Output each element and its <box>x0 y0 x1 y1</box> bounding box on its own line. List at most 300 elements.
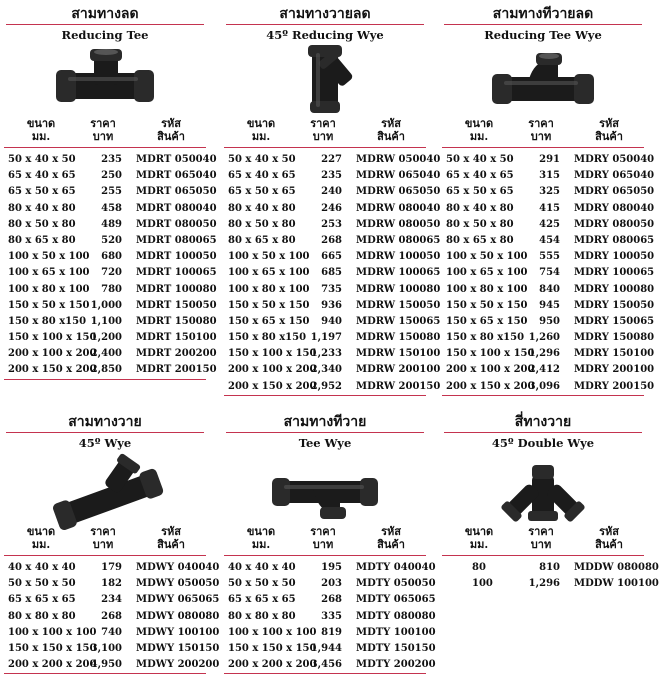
section-reducing-tee <box>2 2 217 380</box>
column-header-code: รหัส สินค้า <box>377 117 405 143</box>
price-cell: 454 <box>539 234 560 246</box>
table-row <box>224 609 436 625</box>
section-double-wye <box>440 410 659 592</box>
title-divider <box>6 24 204 25</box>
size-cell: 50 x 40 x 50 <box>228 154 296 165</box>
price-cell: 3,096 <box>528 380 560 392</box>
column-header-price: ราคา บาท <box>310 525 336 551</box>
table-row <box>4 560 220 576</box>
price-cell: 735 <box>321 283 342 295</box>
code-cell: MDTY 065065 <box>356 594 436 606</box>
title-divider <box>226 24 424 25</box>
size-cell: 100 x 65 x 100 <box>446 267 528 279</box>
code-cell: MDRY 150050 <box>574 299 655 311</box>
reducing-tee-wye-icon <box>440 43 646 115</box>
size-cell: 150 x 80 x150 <box>446 332 525 344</box>
price-cell: 685 <box>321 267 342 279</box>
table-row <box>442 362 655 378</box>
table-row <box>224 184 441 200</box>
size-cell: 100 x 100 x 100 <box>8 626 97 638</box>
size-cell: 150 x 65 x 150 <box>228 315 310 327</box>
size-cell: 65 x 40 x 65 <box>228 170 296 182</box>
price-cell: 1,100 <box>90 315 122 327</box>
title-divider <box>6 432 204 433</box>
size-cell: 100 x 50 x 100 <box>228 251 310 263</box>
size-cell: 150 x 80 x150 <box>228 332 307 344</box>
code-cell: MDRW 080040 <box>356 202 441 214</box>
price-cell: 940 <box>321 315 342 327</box>
table-row <box>442 152 655 168</box>
size-cell: 100 x 100 x 100 <box>228 626 317 638</box>
size-cell: 200 x 100 x 200 <box>8 348 97 360</box>
size-cell: 150 x 50 x 150 <box>8 299 90 311</box>
price-cell: 1,197 <box>310 332 342 344</box>
size-cell: 100 x 50 x 100 <box>8 251 90 263</box>
column-header-size: ขนาด มม. <box>464 525 494 551</box>
table-row <box>224 298 441 314</box>
section-reducing-tee-wye <box>440 2 655 396</box>
double-wye-icon <box>440 451 646 523</box>
code-cell: MDRT 100050 <box>136 251 217 263</box>
code-cell: MDRW 065050 <box>356 186 441 198</box>
price-cell: 4,950 <box>90 659 122 671</box>
table-row <box>4 362 217 378</box>
size-cell: 65 x 50 x 65 <box>228 186 296 198</box>
size-cell: 200 x 200 x 200 <box>228 659 317 671</box>
price-cell: 268 <box>101 610 122 622</box>
price-cell: 520 <box>101 234 122 246</box>
code-cell: MDRT 150100 <box>136 332 217 344</box>
table-row <box>442 560 659 576</box>
column-header-code: รหัส สินค้า <box>595 117 623 143</box>
table-row <box>4 217 217 233</box>
table-row <box>224 314 441 330</box>
size-cell: 150 x 150 x 150 <box>228 642 317 654</box>
section-title-thai: สามทางทีวายลด <box>492 6 594 22</box>
code-cell: MDWY 100100 <box>136 626 220 638</box>
code-cell: MDRW 150065 <box>356 315 441 327</box>
price-cell: 458 <box>101 202 122 214</box>
column-header-price: ราคา บาท <box>528 525 554 551</box>
code-cell: MDRT 200150 <box>136 364 217 376</box>
table-header <box>440 117 646 147</box>
size-cell: 40 x 40 x 40 <box>8 562 76 573</box>
price-cell: 1,260 <box>528 332 560 344</box>
size-cell: 150 x 150 x 150 <box>8 642 97 654</box>
size-cell: 80 x 40 x 80 <box>228 202 296 214</box>
price-cell: 268 <box>321 234 342 246</box>
price-cell: 234 <box>101 594 122 606</box>
section-title-english: Tee Wye <box>298 436 352 450</box>
column-header-code: รหัส สินค้า <box>377 525 405 551</box>
code-cell: MDWY 065065 <box>136 594 220 606</box>
table-header <box>440 525 646 555</box>
table-row <box>442 201 655 217</box>
table-row <box>224 249 441 265</box>
code-cell: MDRW 150050 <box>356 299 441 311</box>
reducing-tee-icon <box>2 43 208 115</box>
size-cell: 200 x 150 x 200 <box>8 364 97 376</box>
size-cell: 65 x 65 x 65 <box>228 594 296 606</box>
table-row <box>4 576 220 592</box>
size-cell: 80 x 65 x 80 <box>8 234 76 246</box>
section-title-english: Reducing Tee <box>61 28 149 42</box>
code-cell: MDRY 150100 <box>574 348 655 360</box>
table-row <box>224 217 441 233</box>
code-cell: MDRY 050040 <box>574 154 655 165</box>
price-cell: 195 <box>321 562 342 573</box>
code-cell: MDRT 150080 <box>136 315 217 327</box>
code-cell: MDTY 100100 <box>356 626 436 638</box>
table-row <box>442 282 655 298</box>
size-cell: 80 <box>472 562 486 573</box>
section-wye <box>2 410 220 674</box>
size-cell: 200 x 150 x 200 <box>228 380 317 392</box>
section-title-thai: สามทางวายลด <box>279 6 371 22</box>
table-row <box>442 249 655 265</box>
size-cell: 80 x 40 x 80 <box>446 202 514 214</box>
table-row <box>224 201 441 217</box>
table-row <box>224 592 436 608</box>
code-cell: MDRT 065040 <box>136 170 217 182</box>
section-title-english: 45º Wye <box>78 436 132 450</box>
table-row <box>442 576 659 592</box>
size-cell: 100 x 80 x 100 <box>446 283 528 295</box>
table-row <box>224 560 436 576</box>
code-cell: MDRY 080040 <box>574 202 655 214</box>
size-cell: 50 x 50 x 50 <box>8 578 76 590</box>
column-header-code: รหัส สินค้า <box>595 525 623 551</box>
table-row <box>224 362 441 378</box>
price-cell: 2,400 <box>90 348 122 360</box>
size-cell: 80 x 80 x 80 <box>8 610 76 622</box>
title-divider <box>444 432 642 433</box>
price-cell: 1,296 <box>528 578 560 590</box>
table-row <box>4 657 220 673</box>
code-cell: MDRW 150100 <box>356 348 441 360</box>
price-table-body <box>442 555 659 592</box>
price-table-body <box>224 555 436 674</box>
code-cell: MDRT 080065 <box>136 234 217 246</box>
code-cell: MDWY 040040 <box>136 562 220 573</box>
size-cell: 100 x 80 x 100 <box>8 283 90 295</box>
price-cell: 720 <box>101 267 122 279</box>
price-cell: 754 <box>539 267 560 279</box>
column-header-price: ราคา บาท <box>90 117 116 143</box>
price-cell: 2,340 <box>310 364 342 376</box>
table-row <box>224 330 441 346</box>
code-cell: MDRY 100080 <box>574 283 655 295</box>
table-row <box>442 298 655 314</box>
table-row <box>442 379 655 395</box>
size-cell: 65 x 40 x 65 <box>8 170 76 182</box>
price-cell: 235 <box>321 170 342 182</box>
price-cell: 1,296 <box>528 348 560 360</box>
price-cell: 555 <box>539 251 560 263</box>
size-cell: 150 x 80 x150 <box>8 315 87 327</box>
title-divider <box>226 432 424 433</box>
price-cell: 740 <box>101 626 122 638</box>
code-cell: MDRW 050040 <box>356 154 441 165</box>
price-cell: 240 <box>321 186 342 198</box>
column-header-size: ขนาด มม. <box>26 117 56 143</box>
code-cell: MDWY 200200 <box>136 659 220 671</box>
code-cell: MDTY 200200 <box>356 659 436 671</box>
code-cell: MDRY 100065 <box>574 267 655 279</box>
code-cell: MDRY 100050 <box>574 251 655 263</box>
code-cell: MDRY 065040 <box>574 170 655 182</box>
section-title-english: 45º Reducing Wye <box>266 28 384 42</box>
table-row <box>4 609 220 625</box>
code-cell: MDRT 100080 <box>136 283 217 295</box>
size-cell: 80 x 40 x 80 <box>8 202 76 214</box>
table-row <box>4 152 217 168</box>
price-cell: 810 <box>539 562 560 573</box>
section-title-thai: สามทางลด <box>71 6 139 22</box>
code-cell: MDTY 080080 <box>356 610 436 622</box>
section-title-thai: สี่ทางวาย <box>514 414 572 430</box>
size-cell: 80 x 50 x 80 <box>228 218 296 230</box>
table-row <box>224 657 436 673</box>
table-row <box>442 330 655 346</box>
price-cell: 665 <box>321 251 342 263</box>
table-row <box>224 625 436 641</box>
table-row <box>4 592 220 608</box>
price-cell: 2,850 <box>90 364 122 376</box>
table-row <box>442 346 655 362</box>
column-header-code: รหัส สินค้า <box>157 117 185 143</box>
price-cell: 415 <box>539 202 560 214</box>
table-row <box>442 184 655 200</box>
size-cell: 50 x 50 x 50 <box>228 578 296 590</box>
size-cell: 100 x 65 x 100 <box>228 267 310 279</box>
code-cell: MDRY 080050 <box>574 218 655 230</box>
code-cell: MDRY 150065 <box>574 315 655 327</box>
code-cell: MDRW 150080 <box>356 332 441 344</box>
size-cell: 200 x 150 x 200 <box>446 380 535 392</box>
price-cell: 315 <box>539 170 560 182</box>
table-row <box>224 282 441 298</box>
reducing-wye-icon <box>222 43 428 115</box>
size-cell: 80 x 50 x 80 <box>8 218 76 230</box>
price-cell: 179 <box>101 562 122 573</box>
code-cell: MDRW 200100 <box>356 364 441 376</box>
code-cell: MDRT 200200 <box>136 348 217 360</box>
size-cell: 100 x 65 x 100 <box>8 267 90 279</box>
size-cell: 80 x 50 x 80 <box>446 218 514 230</box>
size-cell: 65 x 40 x 65 <box>446 170 514 182</box>
section-title-english: 45º Double Wye <box>491 436 595 450</box>
table-row <box>4 233 217 249</box>
code-cell: MDTY 050050 <box>356 578 436 590</box>
table-row <box>4 168 217 184</box>
code-cell: MDTY 150150 <box>356 642 436 654</box>
price-cell: 291 <box>539 154 560 165</box>
code-cell: MDRW 080065 <box>356 234 441 246</box>
column-header-price: ราคา บาท <box>310 117 336 143</box>
code-cell: MDRT 150050 <box>136 299 217 311</box>
table-header <box>2 525 208 555</box>
price-table-body <box>4 555 220 674</box>
code-cell: MDDW 100100 <box>574 578 659 590</box>
price-cell: 489 <box>101 218 122 230</box>
price-cell: 235 <box>101 154 122 165</box>
code-cell: MDWY 150150 <box>136 642 220 654</box>
table-row <box>4 184 217 200</box>
table-row <box>442 217 655 233</box>
code-cell: MDRT 050040 <box>136 154 217 165</box>
table-row <box>442 233 655 249</box>
price-cell: 936 <box>321 299 342 311</box>
code-cell: MDRY 200100 <box>574 364 655 376</box>
size-cell: 100 x 50 x 100 <box>446 251 528 263</box>
price-cell: 255 <box>101 186 122 198</box>
code-cell: MDDW 080080 <box>574 562 659 573</box>
size-cell: 65 x 50 x 65 <box>8 186 76 198</box>
price-cell: 246 <box>321 202 342 214</box>
table-header <box>222 525 428 555</box>
column-header-price: ราคา บาท <box>90 525 116 551</box>
price-cell: 680 <box>101 251 122 263</box>
table-row <box>4 314 217 330</box>
section-title-thai: สามทางวาย <box>68 414 142 430</box>
code-cell: MDRW 100050 <box>356 251 441 263</box>
price-cell: 268 <box>321 594 342 606</box>
table-row <box>4 330 217 346</box>
code-cell: MDWY 050050 <box>136 578 220 590</box>
code-cell: MDRW 100080 <box>356 283 441 295</box>
table-header <box>222 117 428 147</box>
price-cell: 325 <box>539 186 560 198</box>
code-cell: MDRW 065040 <box>356 170 441 182</box>
table-row <box>224 379 441 395</box>
code-cell: MDRT 080040 <box>136 202 217 214</box>
price-cell: 250 <box>101 170 122 182</box>
price-cell: 1,000 <box>90 299 122 311</box>
table-row <box>4 641 220 657</box>
table-row <box>224 265 441 281</box>
size-cell: 200 x 100 x 200 <box>228 364 317 376</box>
size-cell: 150 x 50 x 150 <box>228 299 310 311</box>
size-cell: 200 x 100 x 200 <box>446 364 535 376</box>
price-table-body <box>4 147 217 380</box>
section-tee-wye <box>222 410 436 674</box>
code-cell: MDRT 100065 <box>136 267 217 279</box>
price-cell: 1,944 <box>310 642 342 654</box>
table-row <box>224 576 436 592</box>
size-cell: 150 x 50 x 150 <box>446 299 528 311</box>
code-cell: MDRT 065050 <box>136 186 217 198</box>
price-cell: 182 <box>101 578 122 590</box>
code-cell: MDRW 080050 <box>356 218 441 230</box>
size-cell: 80 x 80 x 80 <box>228 610 296 622</box>
column-header-size: ขนาด มม. <box>26 525 56 551</box>
price-table-body <box>442 147 655 396</box>
price-cell: 3,456 <box>310 659 342 671</box>
wye-icon <box>2 451 208 523</box>
code-cell: MDRY 200150 <box>574 380 655 392</box>
tee-wye-icon <box>222 451 428 523</box>
table-header <box>2 117 208 147</box>
size-cell: 200 x 200 x 200 <box>8 659 97 671</box>
table-row <box>442 314 655 330</box>
table-row <box>4 282 217 298</box>
code-cell: MDRY 080065 <box>574 234 655 246</box>
size-cell: 100 x 80 x 100 <box>228 283 310 295</box>
column-header-price: ราคา บาท <box>528 117 554 143</box>
section-reducing-wye <box>222 2 441 396</box>
size-cell: 65 x 65 x 65 <box>8 594 76 606</box>
price-cell: 1,233 <box>310 348 342 360</box>
code-cell: MDWY 080080 <box>136 610 220 622</box>
size-cell: 80 x 65 x 80 <box>228 234 296 246</box>
code-cell: MDRT 080050 <box>136 218 217 230</box>
column-header-size: ขนาด มม. <box>464 117 494 143</box>
price-cell: 840 <box>539 283 560 295</box>
code-cell: MDRY 150080 <box>574 332 655 344</box>
price-cell: 425 <box>539 218 560 230</box>
table-row <box>4 298 217 314</box>
column-header-size: ขนาด มม. <box>246 525 276 551</box>
title-divider <box>444 24 642 25</box>
price-cell: 253 <box>321 218 342 230</box>
size-cell: 150 x 100 x 150 <box>446 348 535 360</box>
size-cell: 50 x 40 x 50 <box>8 154 76 165</box>
price-cell: 2,952 <box>310 380 342 392</box>
price-cell: 203 <box>321 578 342 590</box>
size-cell: 40 x 40 x 40 <box>228 562 296 573</box>
table-row <box>224 346 441 362</box>
table-row <box>4 249 217 265</box>
size-cell: 50 x 40 x 50 <box>446 154 514 165</box>
size-cell: 100 <box>472 578 493 590</box>
size-cell: 80 x 65 x 80 <box>446 234 514 246</box>
size-cell: 150 x 65 x 150 <box>446 315 528 327</box>
price-cell: 950 <box>539 315 560 327</box>
section-title-english: Reducing Tee Wye <box>484 28 602 42</box>
column-header-size: ขนาด มม. <box>246 117 276 143</box>
size-cell: 65 x 50 x 65 <box>446 186 514 198</box>
table-row <box>4 625 220 641</box>
price-cell: 3,100 <box>90 642 122 654</box>
section-title-thai: สามทางทีวาย <box>283 414 367 430</box>
size-cell: 150 x 100 x 150 <box>8 332 97 344</box>
price-cell: 335 <box>321 610 342 622</box>
price-cell: 1,200 <box>90 332 122 344</box>
price-cell: 945 <box>539 299 560 311</box>
table-row <box>4 201 217 217</box>
code-cell: MDRW 100065 <box>356 267 441 279</box>
table-row <box>224 641 436 657</box>
size-cell: 150 x 100 x 150 <box>228 348 317 360</box>
table-row <box>224 233 441 249</box>
table-row <box>224 152 441 168</box>
table-row <box>224 168 441 184</box>
price-cell: 819 <box>321 626 342 638</box>
table-row <box>442 168 655 184</box>
code-cell: MDRY 065050 <box>574 186 655 198</box>
table-row <box>442 265 655 281</box>
column-header-code: รหัส สินค้า <box>157 525 185 551</box>
price-table-body <box>224 147 441 396</box>
price-cell: 227 <box>321 154 342 165</box>
price-cell: 2,412 <box>528 364 560 376</box>
code-cell: MDTY 040040 <box>356 562 436 573</box>
table-row <box>4 265 217 281</box>
table-row <box>4 346 217 362</box>
code-cell: MDRW 200150 <box>356 380 441 392</box>
price-cell: 780 <box>101 283 122 295</box>
